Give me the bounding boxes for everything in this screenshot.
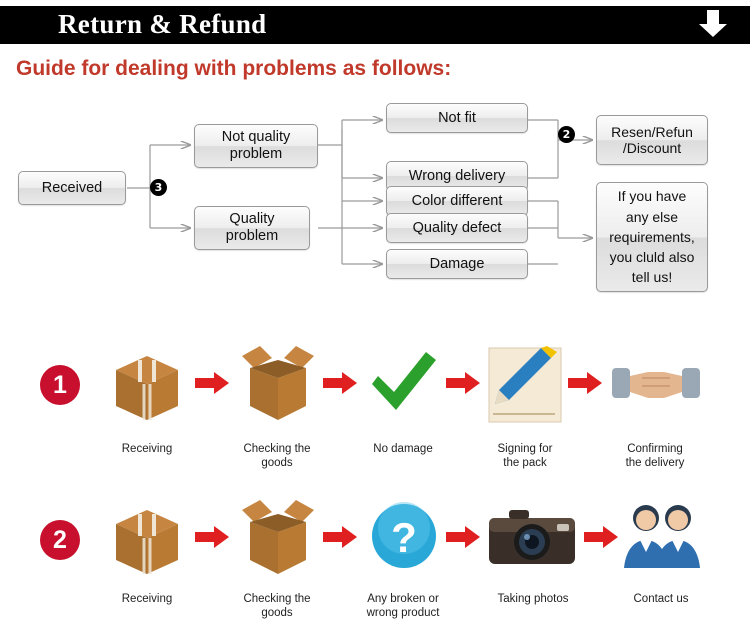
step-caption: No damage <box>373 443 433 455</box>
node-contact-line4: you cluld also <box>609 249 695 266</box>
step-caption: Signing for the pack <box>497 443 553 470</box>
camera-icon <box>487 508 577 570</box>
handshake-icon <box>612 360 700 412</box>
support-agents-icon <box>618 502 704 570</box>
closed-box-icon <box>110 502 184 578</box>
node-resend-line2: /Discount <box>622 140 682 156</box>
arrow-right-icon <box>195 526 229 548</box>
open-box-icon <box>238 498 318 578</box>
question-mark-icon <box>370 502 438 570</box>
node-contact-line5: tell us! <box>631 269 673 286</box>
down-arrow-icon <box>698 10 728 38</box>
node-resend-line1: Resen/Refun <box>611 123 693 140</box>
arrow-right-icon <box>446 526 480 548</box>
step-caption: Receiving <box>121 443 173 455</box>
step-caption: Checking the goods <box>243 593 311 620</box>
node-not-quality-problem-line2: problem <box>229 146 283 162</box>
node-not-quality-problem <box>194 124 318 168</box>
open-box-icon <box>238 344 318 424</box>
node-contact-line3: requirements, <box>609 228 695 245</box>
node-quality-problem <box>194 206 310 250</box>
arrow-right-icon <box>568 372 602 394</box>
node-not-fit-label: Not fit <box>438 109 476 126</box>
step-number-1: 1 <box>40 365 80 405</box>
node-received-label: Received <box>41 179 103 196</box>
node-contact-requirements <box>596 182 708 292</box>
arrow-right-icon <box>195 372 229 394</box>
flow-chart <box>0 95 750 325</box>
arrow-right-icon <box>323 526 357 548</box>
svg-text:?: ? <box>391 514 417 561</box>
step-number-2: 2 <box>40 520 80 560</box>
node-color-different <box>386 186 528 216</box>
arrow-right-icon <box>323 372 357 394</box>
node-quality-problem-line2: problem <box>225 228 279 244</box>
node-not-quality-problem-line1: Not quality <box>221 129 291 146</box>
closed-box-icon <box>110 348 184 424</box>
green-check-icon <box>366 350 440 420</box>
pencil-signing-icon <box>487 346 563 424</box>
node-quality-defect <box>386 213 528 243</box>
arrow-right-icon <box>584 526 618 548</box>
node-color-different-label: Color different <box>411 192 503 209</box>
guide-title: Guide for dealing with problems as follows: <box>16 57 452 80</box>
step-caption: Confirming the delivery <box>625 443 685 470</box>
step-caption: Taking photos <box>497 593 569 605</box>
node-resend-refund-discount <box>596 115 708 165</box>
badge-three: 3 <box>150 179 167 196</box>
node-damage-label: Damage <box>429 255 485 272</box>
node-received <box>18 171 126 205</box>
badge-two: 2 <box>558 126 575 143</box>
node-quality-problem-line1: Quality <box>229 211 275 228</box>
arrow-right-icon <box>446 372 480 394</box>
node-contact-line2: any else <box>625 208 679 225</box>
steps-section <box>0 330 750 630</box>
node-not-fit <box>386 103 528 133</box>
step-caption: Checking the goods <box>243 443 311 470</box>
step-caption: Any broken or wrong product <box>366 593 440 620</box>
step-caption: Contact us <box>633 593 689 605</box>
node-contact-line1: If you have <box>617 188 687 205</box>
node-damage <box>386 249 528 279</box>
node-wrong-delivery-label: Wrong delivery <box>408 167 506 184</box>
node-quality-defect-label: Quality defect <box>412 219 502 236</box>
page-title: Return & Refund <box>58 9 267 39</box>
step-caption: Receiving <box>121 593 173 605</box>
